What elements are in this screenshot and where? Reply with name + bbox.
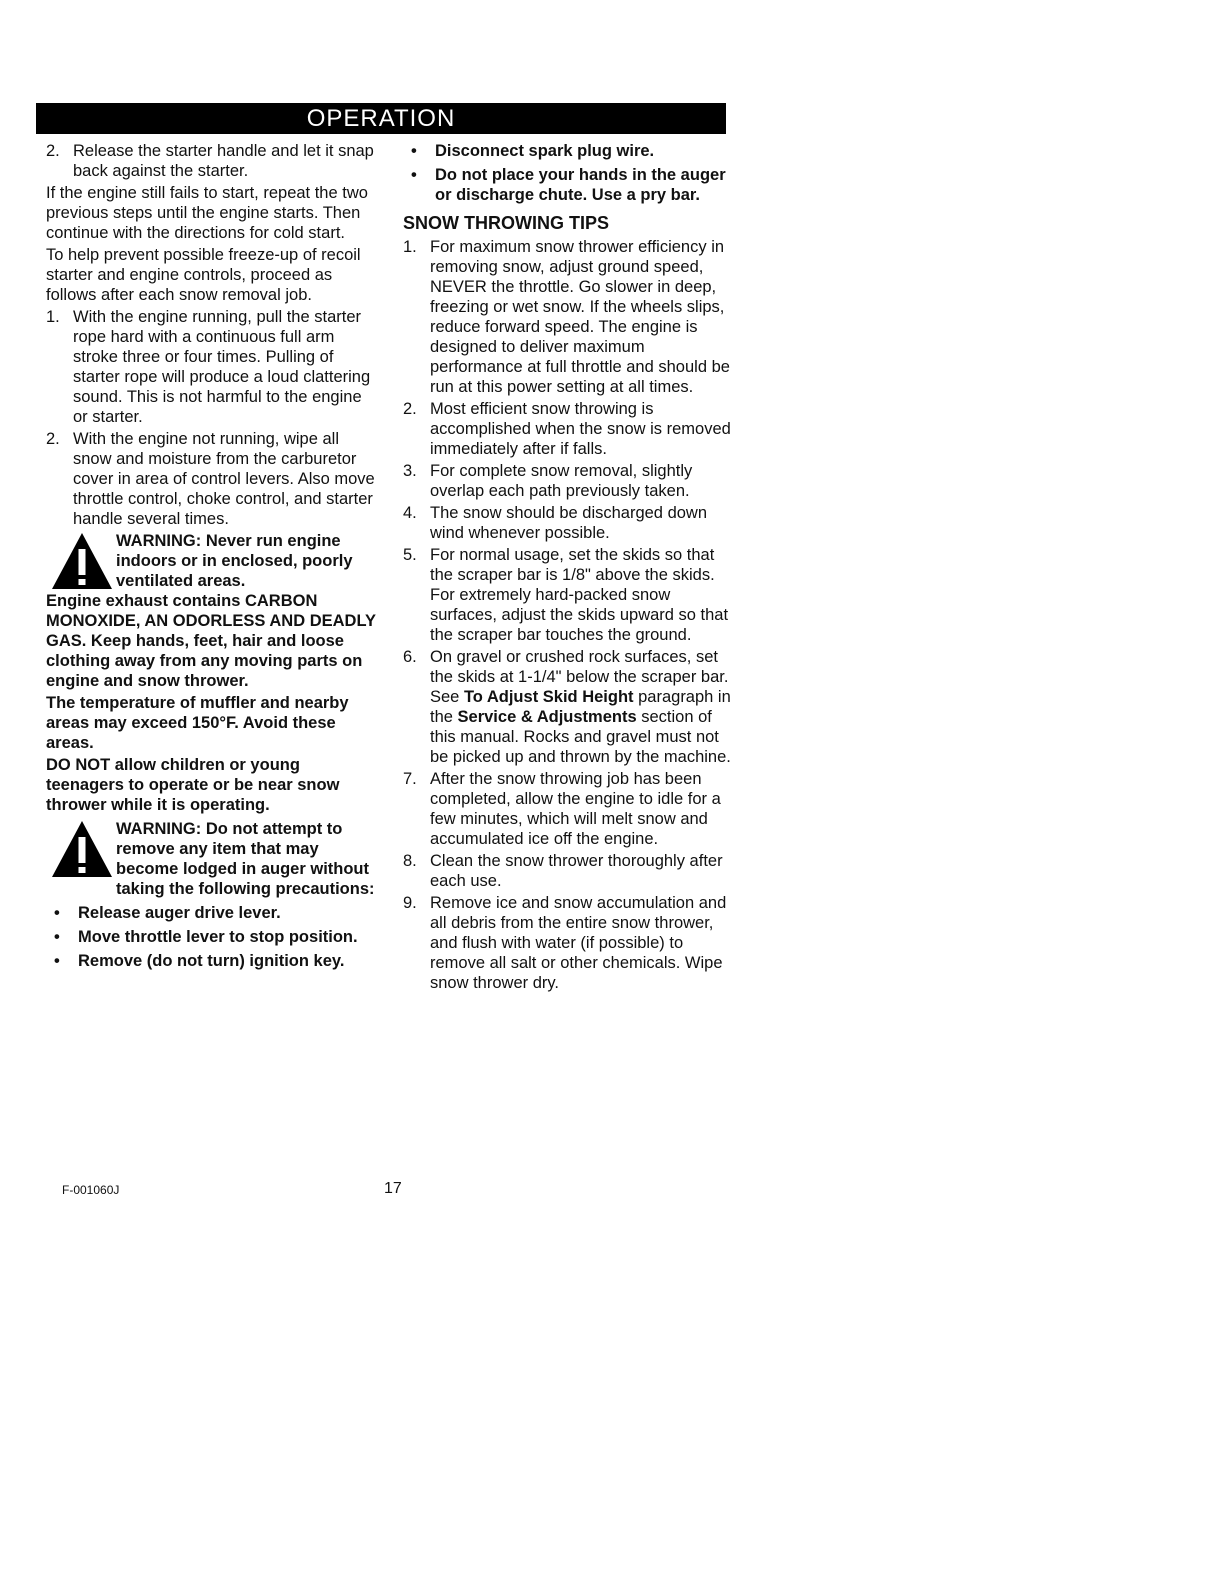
item-number: 4. <box>403 504 417 522</box>
warning-text: The temperature of muffler and nearby areas may exceed 150°F. Avoid these areas. <box>46 694 349 752</box>
cross-reference: To Adjust Skid Height <box>463 688 634 706</box>
warning-block <box>46 819 376 899</box>
list-item <box>403 399 735 459</box>
warning-text: Engine exhaust contains CARBON MONOXIDE, AN ODORLESS AND DEADLY GAS. Keep hands, feet, hair and loose clothing away from any moving parts on engine and snow thrower. <box>46 592 376 690</box>
item-text: paragraph in the <box>430 688 731 726</box>
list-item <box>403 503 735 543</box>
list-item <box>403 769 735 849</box>
item-text: Release the starter handle and let it snap back against the starter. <box>73 142 374 180</box>
list-item <box>403 141 735 161</box>
paragraph: To help prevent possible freeze-up of recoil starter and engine controls, proceed as follows after each snow removal job. <box>46 246 361 304</box>
list-item <box>403 237 735 397</box>
list-item <box>46 429 376 529</box>
item-text: Disconnect spark plug wire. <box>435 142 655 160</box>
list-item <box>403 545 735 645</box>
bullet-icon: • <box>54 952 60 970</box>
list-item <box>46 903 376 923</box>
item-number: 1. <box>46 308 60 326</box>
item-number: 2. <box>46 142 60 160</box>
bullet-icon: • <box>411 142 417 160</box>
bullet-icon: • <box>411 166 417 184</box>
item-text: Move throttle lever to stop position. <box>78 928 358 946</box>
list-item <box>403 893 735 993</box>
item-number: 5. <box>403 546 417 564</box>
item-text: Do not place your hands in the auger or discharge chute. Use a pry bar. <box>435 166 726 204</box>
item-text: After the snow throwing job has been completed, allow the engine to idle for a few minutes, which will melt snow and accumulated ice off the engine. <box>430 770 721 848</box>
warning-triangle-icon <box>50 531 114 591</box>
list-item <box>403 165 735 205</box>
section-header: OPERATION <box>36 103 726 134</box>
list-item <box>403 647 735 767</box>
item-text: section of this manual. Rocks and gravel must not be picked up and thrown by the machine. <box>430 708 731 766</box>
list-item <box>403 461 735 501</box>
item-text: For maximum snow thrower efficiency in removing snow, adjust ground speed, NEVER the throttle. Go slower in deep, freezing or wet snow. If the wheels slips, reduce forward speed. The engine is designed to deliver maximum performance at full throttle and should be run at this power setting at all times. <box>430 238 730 396</box>
bullet-icon: • <box>54 928 60 946</box>
list-item <box>46 141 376 181</box>
item-number: 2. <box>46 430 60 448</box>
item-text: Release auger drive lever. <box>78 904 281 922</box>
item-text: Clean the snow thrower thoroughly after each use. <box>430 852 723 890</box>
list-item <box>403 851 735 891</box>
item-text: With the engine running, pull the starter rope hard with a continuous full arm stroke three or four times. Pulling of starter rope will produce a loud clattering sound. This is not harmful to the engine or starter. <box>73 308 371 426</box>
item-text: For normal usage, set the skids so that the scraper bar is 1/8" above the skids. For extremely hard-packed snow surfaces, adjust the skids upward so that the scraper bar touches the ground. <box>430 546 729 644</box>
warning-triangle-icon <box>50 819 114 879</box>
left-column <box>46 141 376 975</box>
item-number: 2. <box>403 400 417 418</box>
right-column <box>403 141 735 995</box>
section-heading: SNOW THROWING TIPS <box>403 213 609 233</box>
item-number: 9. <box>403 894 417 912</box>
document-id: F-001060J <box>62 1183 120 1197</box>
item-number: 1. <box>403 238 417 256</box>
item-number: 7. <box>403 770 417 788</box>
warning-block <box>46 531 376 815</box>
item-text: The snow should be discharged down wind whenever possible. <box>430 504 708 542</box>
warning-text: DO NOT allow children or young teenagers to operate or be near snow thrower while it is operating. <box>46 756 340 814</box>
warning-heading: WARNING: Do not attempt to remove any item that may become lodged in auger without taking the following precautions: <box>116 820 375 898</box>
list-item <box>46 951 376 971</box>
item-text: Most efficient snow throwing is accomplished when the snow is removed immediately after if falls. <box>430 400 731 458</box>
item-text: With the engine not running, wipe all snow and moisture from the carburetor cover in area of control levers. Also move throttle control, choke control, and starter handle several times. <box>73 430 375 528</box>
bullet-icon: • <box>54 904 60 922</box>
item-text: For complete snow removal, slightly overlap each path previously taken. <box>430 462 693 500</box>
cross-reference: Service & Adjustments <box>457 708 637 726</box>
item-text: On gravel or crushed rock surfaces, set the skids at 1-1/4" below the scraper bar. See <box>430 648 729 706</box>
list-item <box>46 307 376 427</box>
item-number: 6. <box>403 648 417 666</box>
item-text: Remove (do not turn) ignition key. <box>78 952 345 970</box>
item-number: 8. <box>403 852 417 870</box>
paragraph: If the engine still fails to start, repeat the two previous steps until the engine starts. Then continue with the directions for cold start. <box>46 184 368 242</box>
item-number: 3. <box>403 462 417 480</box>
list-item <box>46 927 376 947</box>
page-number: 17 <box>384 1180 402 1197</box>
item-text: Remove ice and snow accumulation and all debris from the entire snow thrower, and flush with water (if possible) to remove all salt or other chemicals. Wipe snow thrower dry. <box>430 894 727 992</box>
warning-heading: WARNING: Never run engine indoors or in enclosed, poorly ventilated areas. <box>116 532 353 590</box>
